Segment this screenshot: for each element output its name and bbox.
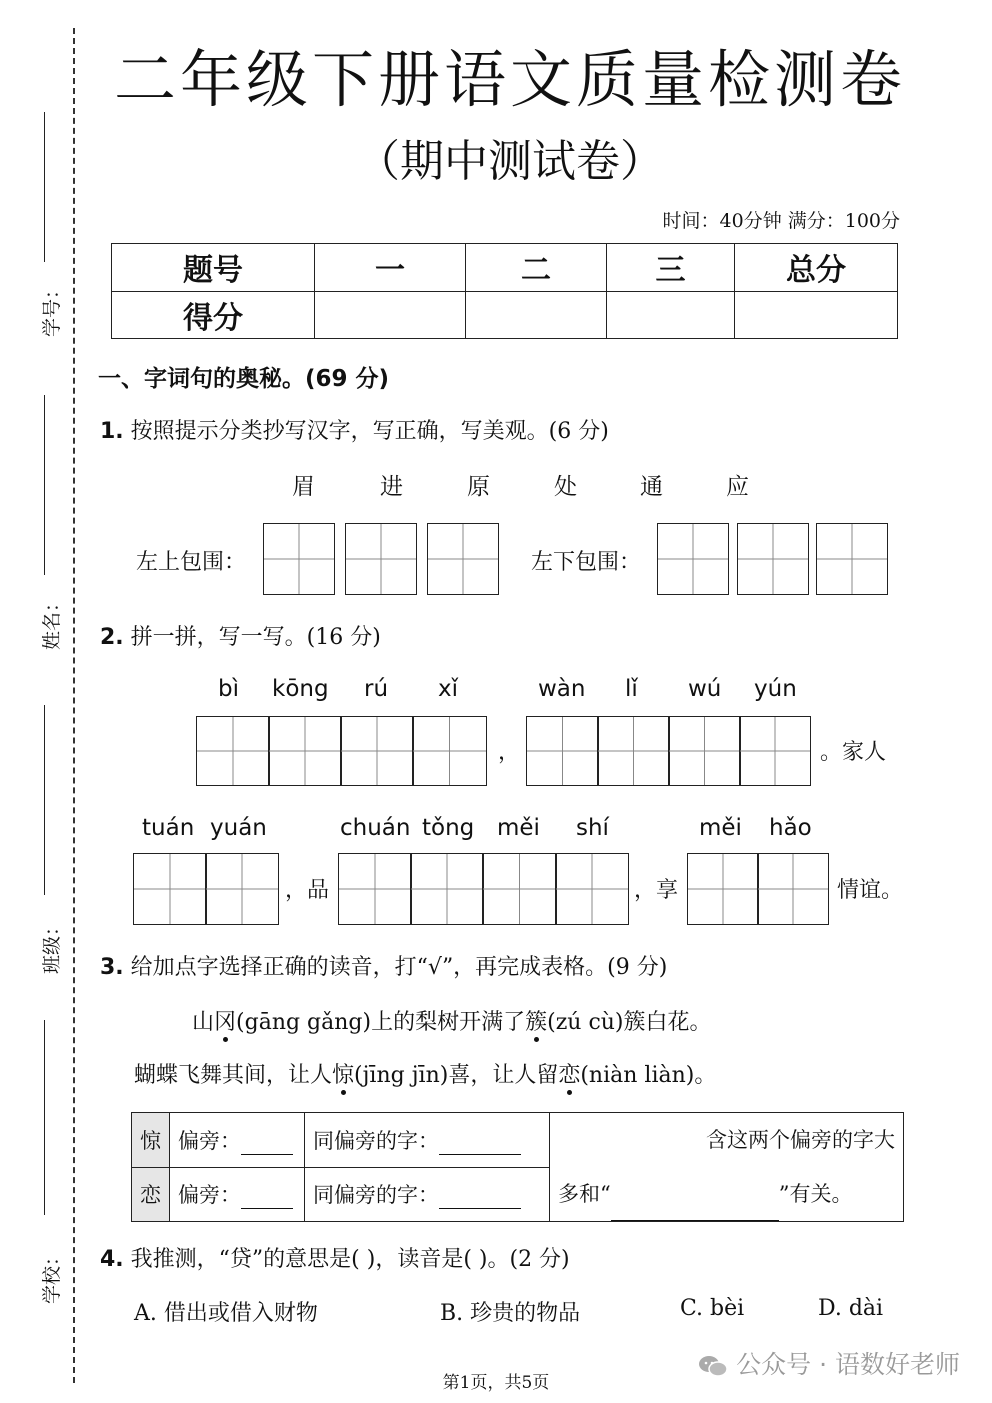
sentence-text: 情谊。 — [837, 878, 904, 903]
note-text: ”有关。 — [778, 1182, 853, 1206]
same-radical-label: 同偏旁的字： — [313, 1183, 439, 1208]
radical-cell — [170, 1167, 305, 1222]
option-c[interactable]: C. bèi — [680, 1296, 745, 1321]
question-text: 按照提示分类抄写汉字，写正确，写美观。(6 分) — [130, 419, 609, 444]
writing-grid[interactable] — [482, 853, 557, 925]
dotted-char: 恋 — [558, 1058, 580, 1089]
question-number: 1. — [100, 419, 124, 444]
radical-label: 偏旁： — [178, 1183, 241, 1208]
question-4 — [100, 1242, 570, 1273]
writing-grid[interactable] — [345, 523, 417, 595]
writing-grid[interactable] — [338, 853, 412, 925]
radical-label: 偏旁： — [178, 1128, 241, 1153]
score-header-cell: 一 — [315, 244, 466, 292]
writing-grid[interactable] — [737, 523, 809, 595]
note-line: 含这两个偏旁的字大 — [706, 1128, 895, 1152]
writing-grid[interactable] — [555, 853, 629, 925]
pinyin: tuán — [142, 815, 195, 841]
score-header-cell: 题号 — [112, 244, 315, 292]
pinyin: xǐ — [438, 676, 459, 702]
answer-blank[interactable] — [439, 1136, 521, 1155]
score-header-cell: 三 — [607, 244, 735, 292]
writing-grid[interactable] — [657, 523, 729, 595]
writing-grid[interactable] — [205, 853, 279, 925]
page-number: 第1页，共5页 — [442, 1373, 550, 1393]
pinyin: tǒng — [422, 815, 475, 841]
writing-grid[interactable] — [597, 716, 670, 786]
writing-grid[interactable] — [668, 716, 741, 786]
pinyin-choice[interactable]: (jīng jīn)喜，让人留 — [354, 1063, 559, 1088]
option-a[interactable]: A. 借出或借入财物 — [134, 1301, 318, 1326]
answer-blank[interactable] — [439, 1190, 521, 1209]
same-radical-cell — [305, 1167, 550, 1222]
question-text: 我推测，“贷”的意思是( )，读音是( )。(2 分) — [130, 1247, 570, 1272]
score-header-cell: 总分 — [735, 244, 898, 292]
writing-grid[interactable] — [263, 523, 335, 595]
pinyin: chuán — [340, 815, 411, 841]
answer-blank[interactable] — [241, 1136, 293, 1155]
punctuation: ， — [498, 740, 521, 765]
sentence-text: 。家人 — [820, 740, 887, 765]
given-char: 进 — [380, 474, 403, 500]
question-2 — [100, 620, 381, 651]
question-text: 给加点字选择正确的读音，打“√”，再完成表格。(9 分) — [130, 955, 668, 980]
section-title: 一、字词句的奥秘。(69 分) — [98, 366, 390, 392]
pinyin: yuán — [210, 815, 267, 841]
radical-table — [131, 1112, 904, 1222]
writing-grid[interactable] — [687, 853, 759, 925]
writing-grid[interactable] — [268, 716, 342, 786]
writing-grid[interactable] — [410, 853, 484, 925]
name-line — [44, 395, 45, 575]
question-number: 3. — [100, 955, 124, 980]
passage-line — [192, 1005, 712, 1036]
table-char: 惊 — [132, 1113, 170, 1168]
note-line — [558, 1167, 895, 1221]
question-3 — [100, 950, 667, 981]
question-text: 拼一拼，写一写。(16 分) — [130, 625, 381, 650]
class-label: 班级： — [41, 916, 64, 975]
score-header-cell: 二 — [466, 244, 607, 292]
dotted-char: 簇 — [525, 1005, 547, 1036]
writing-grid[interactable] — [526, 716, 599, 786]
pinyin: kōng — [272, 676, 329, 702]
score-cell[interactable] — [315, 291, 466, 339]
option-d[interactable]: D. dài — [818, 1296, 884, 1321]
passage-line — [134, 1058, 716, 1089]
same-radical-label: 同偏旁的字： — [313, 1128, 439, 1153]
given-char: 原 — [467, 474, 490, 500]
pinyin: měi — [497, 815, 540, 841]
school-label: 学校： — [41, 1246, 64, 1305]
option-b[interactable]: B. 珍贵的物品 — [440, 1301, 581, 1326]
pinyin: rú — [364, 676, 389, 702]
binding-dashed-line — [73, 28, 75, 1383]
pinyin: wàn — [538, 676, 586, 702]
score-row-label: 得分 — [112, 291, 315, 339]
writing-grid[interactable] — [340, 716, 414, 786]
pinyin: lǐ — [625, 676, 638, 702]
writing-grid[interactable] — [739, 716, 811, 786]
score-cell[interactable] — [466, 291, 607, 339]
dotted-char: 惊 — [332, 1058, 354, 1089]
table-char: 恋 — [132, 1167, 170, 1222]
name-label: 姓名： — [41, 592, 64, 651]
pinyin: hǎo — [769, 815, 812, 841]
passage-text: 山 — [192, 1010, 215, 1035]
given-char: 通 — [640, 474, 663, 500]
question-number: 2. — [100, 625, 124, 650]
score-table — [111, 243, 898, 339]
given-char: 眉 — [292, 474, 315, 500]
pinyin-choice[interactable]: (gāng gǎng)上的梨树开满了 — [236, 1010, 526, 1035]
page-title: 二年级下册语文质量检测卷 — [113, 43, 906, 116]
school-line — [44, 1020, 45, 1215]
answer-blank[interactable] — [611, 1202, 779, 1221]
score-cell[interactable] — [735, 291, 898, 339]
writing-grid[interactable] — [427, 523, 499, 595]
pinyin: yún — [754, 676, 797, 702]
pinyin-choice[interactable]: (niàn liàn)。 — [580, 1063, 717, 1088]
given-char: 应 — [726, 474, 749, 500]
writing-grid[interactable] — [816, 523, 888, 595]
note-cell — [550, 1113, 904, 1222]
page-subtitle: （期中测试卷） — [356, 136, 664, 187]
writing-grid[interactable] — [196, 716, 270, 786]
pinyin: bì — [218, 676, 239, 702]
pinyin-choice[interactable]: (zú cù)簇白花。 — [547, 1010, 712, 1035]
radical-cell — [170, 1113, 305, 1168]
student-id-label: 学号： — [41, 279, 64, 338]
question-1 — [100, 414, 609, 445]
given-char: 处 — [554, 474, 577, 500]
class-line — [44, 705, 45, 895]
dotted-char: 冈 — [214, 1005, 236, 1036]
pinyin: měi — [699, 815, 742, 841]
answer-blank[interactable] — [241, 1190, 293, 1209]
sentence-text: ，享 — [634, 878, 679, 903]
writing-grid[interactable] — [412, 716, 487, 786]
note-text: 多和“ — [558, 1182, 611, 1206]
question-number: 4. — [100, 1247, 124, 1272]
watermark-text: 公众号 · 语数好老师 — [736, 1350, 960, 1379]
same-radical-cell — [305, 1113, 550, 1168]
passage-text: 蝴蝶飞舞其间，让人 — [134, 1063, 333, 1088]
student-id-line — [44, 112, 45, 262]
writing-grid[interactable] — [133, 853, 207, 925]
category-label: 左下包围： — [531, 550, 642, 575]
score-cell[interactable] — [607, 291, 735, 339]
pinyin: shí — [576, 815, 609, 841]
pinyin: wú — [688, 676, 722, 702]
writing-grid[interactable] — [757, 853, 829, 925]
exam-meta: 时间：40分钟 满分：100分 — [662, 210, 900, 232]
category-label: 左上包围： — [136, 550, 247, 575]
sentence-text: ，品 — [285, 878, 330, 903]
